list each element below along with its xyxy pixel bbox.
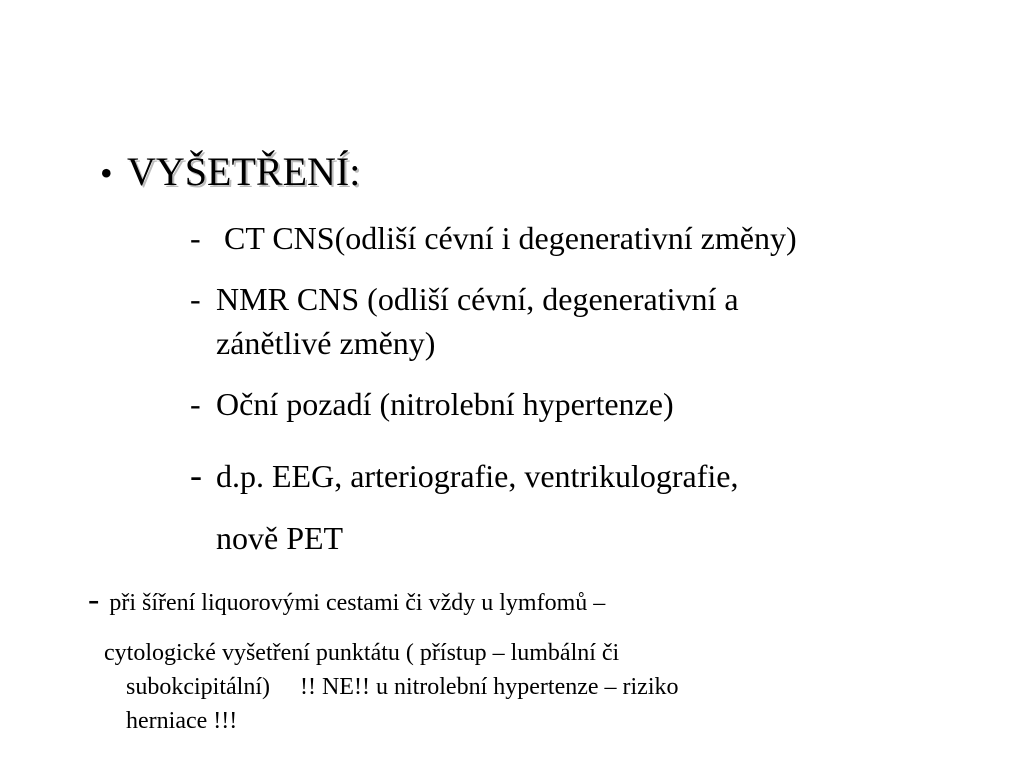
list-item-text: NMR CNS (odliší cévní, degenerativní a <box>216 281 739 317</box>
list-item-continuation: zánětlivé změny) <box>216 325 436 361</box>
list-item-text: CT CNS(odliší cévní i degenerativní změny) <box>216 220 797 256</box>
footer-para-line: cytologické vyšetření punktátu ( přístup – lumbální či <box>104 640 620 666</box>
footer-para-line: herniace !!! <box>126 708 238 734</box>
list-item-text: d.p. EEG, arteriografie, ventrikulografie, <box>216 458 739 494</box>
footer-paragraph <box>104 636 994 738</box>
slide-heading: VYŠETŘENÍ: <box>127 149 361 194</box>
footer-line-text: při šíření liquorovými cestami či vždy u lymfomů – <box>109 590 606 616</box>
footer-line <box>88 582 605 621</box>
dash-icon: - <box>88 581 100 618</box>
list-item-continuation: nově PET <box>216 520 344 556</box>
list-item-ct <box>190 216 797 260</box>
footer-para-line: subokcipitální) !! NE!! u nitrolební hypertenze – riziko <box>126 674 679 700</box>
dash-icon: - <box>190 220 201 256</box>
dash-icon: - <box>190 455 202 495</box>
list-item-ocni <box>190 382 674 426</box>
list-item-nmr <box>190 277 739 365</box>
list-item-eeg <box>190 444 738 569</box>
dash-icon: - <box>190 386 201 422</box>
bullet-icon: • <box>100 153 113 193</box>
list-item-text: Oční pozadí (nitrolební hypertenze) <box>216 386 674 422</box>
dash-icon: - <box>190 281 201 317</box>
heading-row <box>100 148 360 197</box>
